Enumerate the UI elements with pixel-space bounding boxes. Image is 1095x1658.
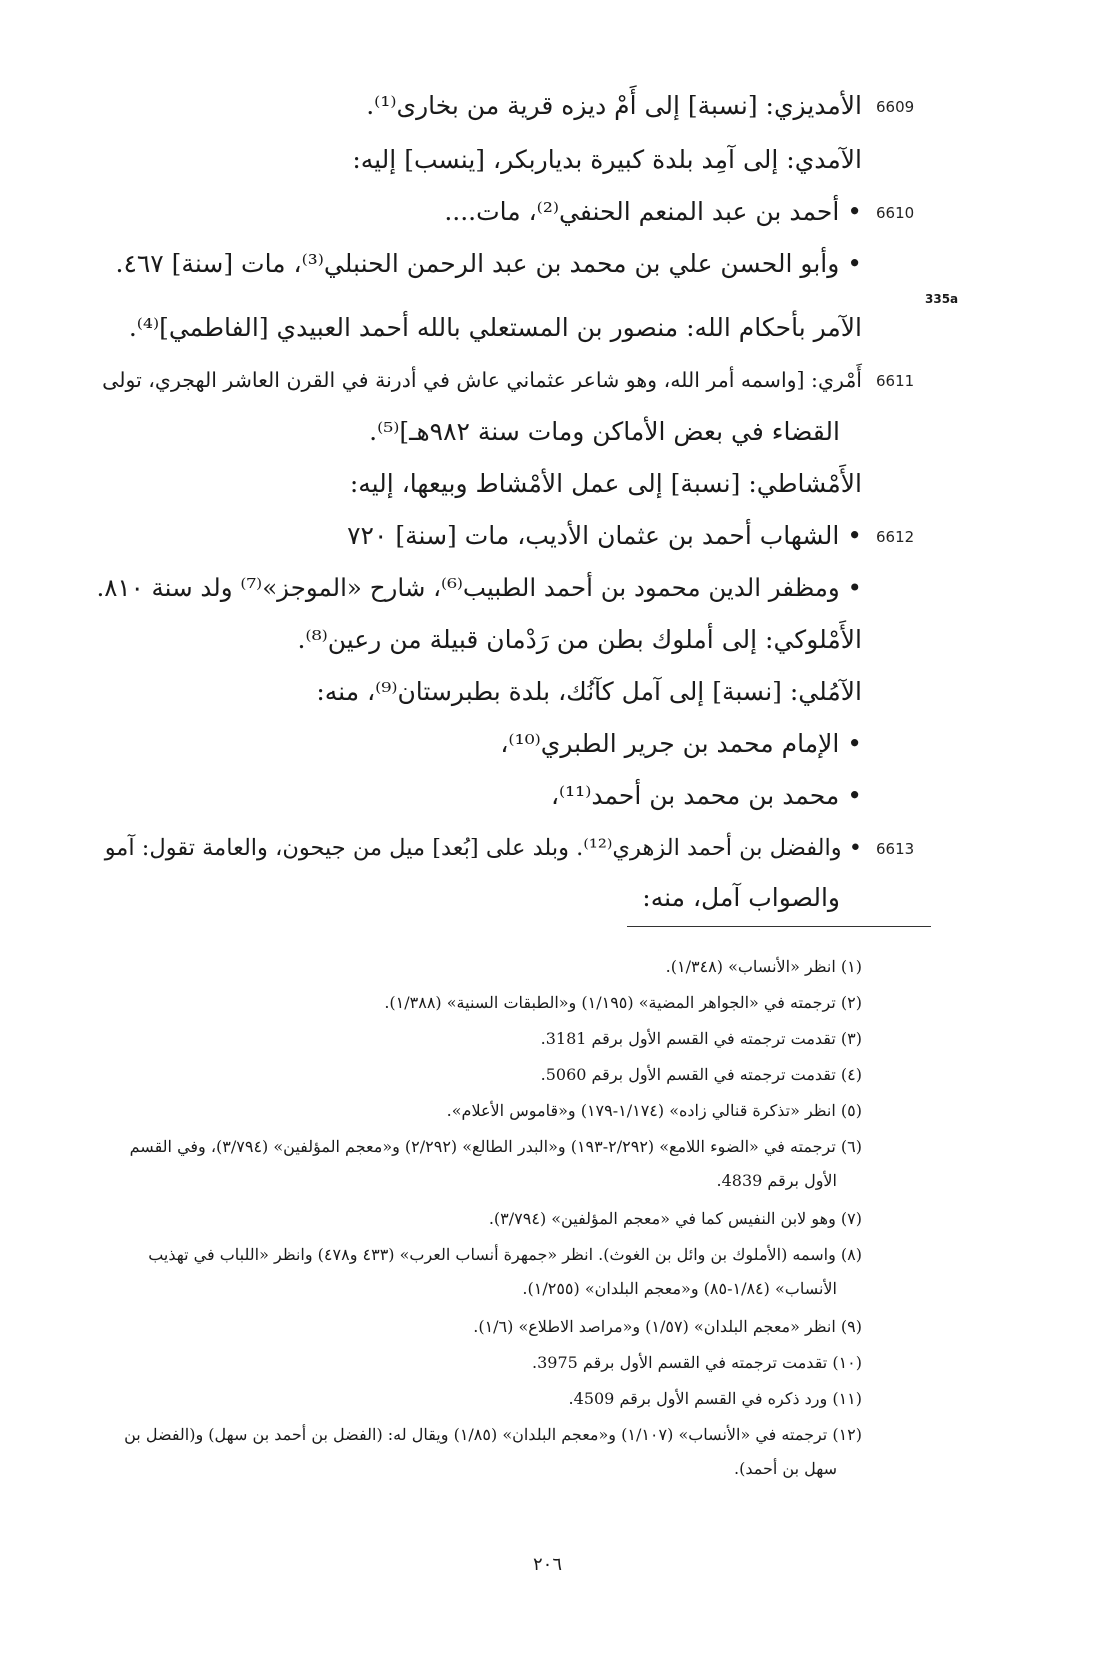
footnote: (٧) وهو لابن النفيس كما في «معجم المؤلفين» (٣/٧٩٤). bbox=[488, 1209, 862, 1228]
footnote: (١٠) تقدمت ترجمته في القسم الأول برقم 3975. bbox=[532, 1353, 862, 1372]
footnote: (٤) تقدمت ترجمته في القسم الأول برقم 5060. bbox=[540, 1065, 862, 1084]
entry-number: 6611 bbox=[876, 372, 915, 390]
entry-number: 6612 bbox=[876, 528, 915, 546]
footnote: (٦) ترجمته في «الضوء اللامع» (٢/٢٩٢-١٩٣) و«البدر الطالع» (٢/٢٩٢) و«معجم المؤلفين» (٣/٧٩٤)، وفي القسم bbox=[129, 1137, 862, 1156]
footnote-continuation: الأنساب» (١/٨٤-٨٥) و«معجم البلدان» (١/٢٥٥). bbox=[522, 1279, 837, 1298]
footnote: (١٢) ترجمته في «الأنساب» (١/١٠٧) و«معجم البلدان» (١/٨٥) ويقال له: (الفضل بن أحمد بن سهل) و(الفضل بن bbox=[124, 1425, 862, 1444]
entry-line: الأَمْلوكي: إلى أملوك بطن من رَدْمان قبيلة من رعين⁽⁸⁾. bbox=[297, 625, 862, 654]
entry-line: الآمر بأحكام الله: منصور بن المستعلي بالله أحمد العبيدي [الفاطمي]⁽⁴⁾. bbox=[128, 313, 862, 342]
entry-number: 6613 bbox=[876, 840, 915, 858]
entry-line: الآمُلي: [نسبة] إلى آمل كآنُك، بلدة بطبرستان⁽⁹⁾، منه: bbox=[316, 677, 862, 706]
entry-line: الآمدي: إلى آمِد بلدة كبيرة بدياربكر، [ينسب] إليه: bbox=[352, 145, 862, 174]
entry-line: • أحمد بن عبد المنعم الحنفي⁽²⁾، مات.... bbox=[444, 197, 862, 226]
entry-line: • محمد بن محمد بن أحمد⁽¹¹⁾، bbox=[550, 781, 862, 810]
entry-line: • والفضل بن أحمد الزهري⁽¹²⁾. وبلد على [بُعد] ميل من جيحون، والعامة تقول: آمو bbox=[104, 835, 862, 861]
entry-line: أَمْري: [واسمه أمر الله، وهو شاعر عثماني عاش في أدرنة في القرن العاشر الهجري، تولى bbox=[102, 368, 862, 392]
entry-line: القضاء في بعض الأماكن ومات سنة ٩٨٢هـ]⁽⁵⁾. bbox=[369, 417, 840, 446]
entry-line: • الإمام محمد بن جرير الطبري⁽¹⁰⁾، bbox=[500, 729, 862, 758]
footnote-continuation: الأول برقم 4839. bbox=[716, 1171, 837, 1190]
footnote: (٩) انظر «معجم البلدان» (١/٥٧) و«مراصد الاطلاع» (١/٦). bbox=[473, 1317, 862, 1336]
entry-number: 6609 bbox=[876, 98, 915, 116]
entry-line: الأمديزي: [نسبة] إلى أَمْ ديزه قرية من بخارى⁽¹⁾. bbox=[366, 91, 862, 120]
entry-line: الأَمْشاطي: [نسبة] إلى عمل الأمْشاط وبيعها، إليه: bbox=[349, 469, 862, 498]
entry-line: • وأبو الحسن علي بن محمد بن عبد الرحمن الحنبلي⁽³⁾، مات [سنة] ٤٦٧. bbox=[115, 249, 862, 278]
margin-marker: 335a bbox=[925, 292, 959, 306]
entry-line: • الشهاب أحمد بن عثمان الأديب، مات [سنة] ٧٢٠ bbox=[347, 521, 862, 550]
footnote: (٢) ترجمته في «الجواهر المضية» (١/١٩٥) و«الطبقات السنية» (١/٣٨٨). bbox=[384, 993, 862, 1012]
entry-line: والصواب آمل، منه: bbox=[642, 883, 840, 912]
entry-number: 6610 bbox=[876, 204, 915, 222]
footnote-continuation: سهل بن أحمد). bbox=[733, 1459, 837, 1478]
footnote: (٣) تقدمت ترجمته في القسم الأول برقم 3181. bbox=[540, 1029, 862, 1048]
footnote: (١١) ورد ذكره في القسم الأول برقم 4509. bbox=[568, 1389, 862, 1408]
footnote: (٨) واسمه (الأملوك بن وائل بن الغوث). انظر «جمهرة أنساب العرب» (٤٣٣ و٤٧٨) وانظر «اللباب في تهذيب bbox=[148, 1245, 862, 1264]
footnote: (٥) انظر «تذكرة قنالي زاده» (١/١٧٤-١٧٩) و«قاموس الأعلام». bbox=[446, 1101, 862, 1120]
footnote: (١) انظر «الأنساب» (١/٣٤٨). bbox=[665, 957, 862, 976]
footnote-divider bbox=[627, 926, 931, 927]
entry-line: • ومظفر الدين محمود بن أحمد الطبيب⁽⁶⁾، شارح «الموجز»⁽⁷⁾ ولد سنة ٨١٠. bbox=[96, 573, 862, 602]
page-number: ٢٠٦ bbox=[532, 1554, 562, 1575]
